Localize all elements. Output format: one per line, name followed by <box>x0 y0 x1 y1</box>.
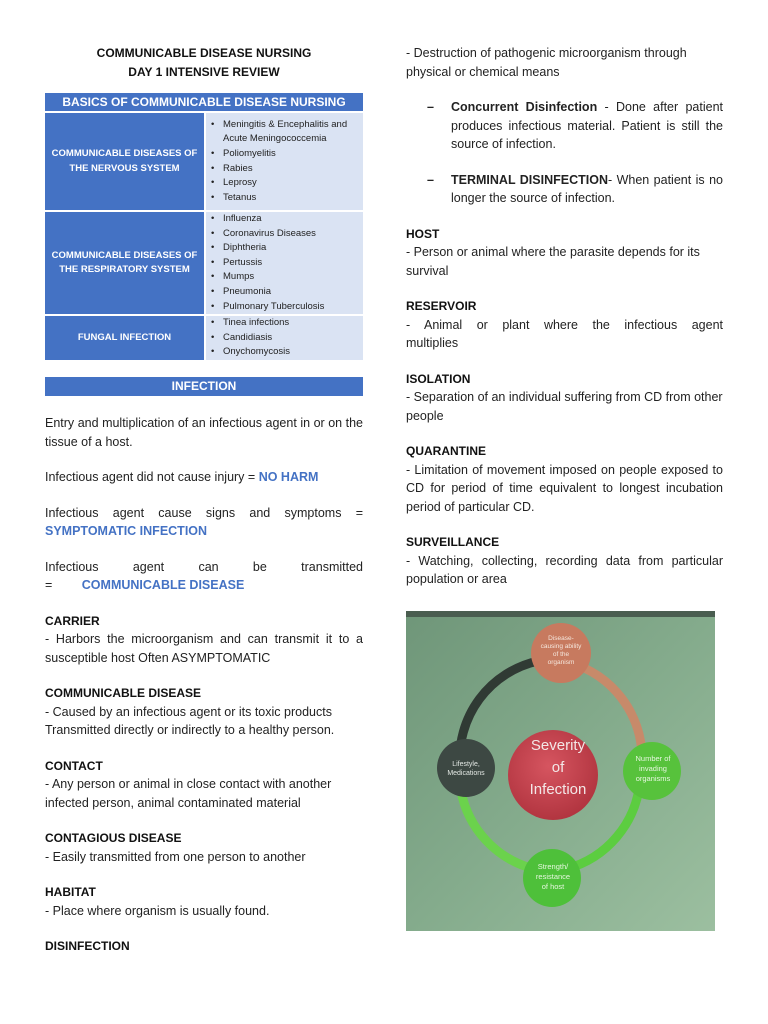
dash-bullet: – <box>427 100 434 114</box>
definition-contagious-disease: - Easily transmitted from one person to another <box>45 849 306 864</box>
right-node-label-2: invading <box>639 764 667 773</box>
list-item: • Pertussis <box>223 256 363 271</box>
list-item: • Rabies <box>223 162 363 177</box>
term-habitat: HABITAT <box>45 885 96 900</box>
left-node-label-1: Lifestyle, <box>452 761 480 768</box>
term-disinfection: DISINFECTION <box>45 939 130 954</box>
top-node-label-3: of the <box>552 651 570 658</box>
term-carrier: CARRIER <box>45 613 100 628</box>
communicable-statement <box>45 558 363 595</box>
left-node <box>437 739 495 797</box>
center-label-3: Infection <box>529 781 587 798</box>
term-contact: CONTACT <box>45 758 103 773</box>
term-host: HOST <box>406 226 440 241</box>
photo-top-edge <box>406 611 715 617</box>
category-fungal-infection: FUNGAL INFECTION <box>45 315 205 360</box>
term-isolation: ISOLATION <box>406 371 471 386</box>
list-item: • Tinea infections <box>223 316 363 331</box>
terminal-disinfection <box>406 171 723 208</box>
definition-isolation: - Separation of an individual suffering from CD from other people <box>406 390 723 423</box>
symptomatic-term: SYMPTOMATIC INFECTION <box>45 524 208 539</box>
list-item: • Candidiasis <box>223 331 363 346</box>
term-surveillance: SURVEILLANCE <box>406 535 500 549</box>
table-row <box>45 112 363 211</box>
left-column <box>45 44 363 956</box>
term-quarantine: QUARANTINE <box>406 444 486 458</box>
list-item: • Mumps <box>223 270 363 285</box>
term-contagious-disease: CONTAGIOUS DISEASE <box>45 831 182 846</box>
no-harm-statement <box>45 468 363 487</box>
concurrent-disinfection <box>406 98 723 154</box>
list-item: • Leprosy <box>223 176 363 191</box>
disease-list <box>205 211 363 315</box>
communicable-text: Infectious agent can be transmitted = <box>45 559 363 593</box>
list-item: • Diphtheria <box>223 241 363 256</box>
left-node-label-2: Medications <box>447 770 485 777</box>
definition-habitat: - Place where organism is usually found. <box>45 903 270 918</box>
terminal-text: - When patient is no longer the source of infection. <box>451 172 723 205</box>
top-node-label-2: causing ability <box>540 643 582 650</box>
definition-quarantine: - Limitation of movement imposed on people exposed to CD for period of time equivalent to longest incubation period of particular CD. <box>406 462 723 514</box>
definition-host: - Person or animal where the parasite depends for its survival <box>406 245 700 278</box>
bottom-node-label-2: resistance <box>535 872 571 881</box>
infection-heading: INFECTION <box>45 377 363 396</box>
definition-surveillance: - Watching, collecting, recording data from particular population or area <box>406 553 723 586</box>
right-node-label-3: organisms <box>635 774 671 783</box>
bottom-node-label-3: of host <box>541 882 565 891</box>
title-line-2: DAY 1 INTENSIVE REVIEW <box>128 65 280 79</box>
disease-list <box>205 315 363 360</box>
list-item: • Poliomyelitis <box>223 147 363 162</box>
center-label-1: Severity <box>530 737 586 754</box>
definition-carrier: - Harbors the microorganism and can transmit it to a susceptible host Often ASYMPTOMATIC <box>45 632 363 665</box>
symptomatic-text: Infectious agent cause signs and symptoms = <box>45 505 363 520</box>
definition-communicable-disease: - Caused by an infectious agent or its toxic products Transmitted directly or indirectly to a healthy person. <box>45 704 335 738</box>
document-title <box>45 44 363 82</box>
list-item: • Pneumonia <box>223 285 363 300</box>
dash-bullet: – <box>427 172 434 187</box>
concurrent-text: - Done after patient produces infectious material. Patient is still the source of infection. <box>451 100 723 151</box>
list-item: • Meningitis & Encephalitis and Acute Meningococcemia <box>223 118 363 147</box>
table-row <box>45 315 363 360</box>
symptomatic-statement <box>45 504 363 541</box>
terminal-term: TERMINAL DISINFECTION <box>451 172 608 187</box>
category-respiratory-system: COMMUNICABLE DISEASES OF THE RESPIRATORY SYSTEM <box>45 211 205 315</box>
disinfection-definition: - Destruction of pathogenic microorganism through physical or chemical means <box>406 46 687 79</box>
right-column <box>406 44 723 589</box>
communicable-term: COMMUNICABLE DISEASE <box>81 578 245 593</box>
list-item: • Onychomycosis <box>223 345 363 360</box>
infection-definition: Entry and multiplication of an infectious agent in or on the tissue of a host. <box>45 416 363 449</box>
table-row <box>45 211 363 315</box>
center-label-2: of <box>551 759 565 776</box>
category-nervous-system: COMMUNICABLE DISEASES OF THE NERVOUS SYSTEM <box>45 112 205 211</box>
top-node-label-4: organism <box>547 659 575 666</box>
no-harm-text: Infectious agent did not cause injury = <box>45 470 259 485</box>
list-item: • Influenza <box>223 212 363 227</box>
definition-contact: - Any person or animal in close contact with another infected person, animal contaminated material <box>45 777 332 810</box>
list-item: • Pulmonary Tuberculosis <box>223 300 363 315</box>
top-node-label-1: Disease- <box>548 635 574 642</box>
title-line-1: COMMUNICABLE DISEASE NURSING <box>96 46 312 60</box>
list-item: • Coronavirus Diseases <box>223 227 363 242</box>
term-communicable-disease: COMMUNICABLE DISEASE <box>45 686 202 701</box>
list-item: • Tetanus <box>223 191 363 206</box>
concurrent-term: Concurrent Disinfection <box>451 100 598 114</box>
right-node-label-1: Number of <box>635 754 671 763</box>
severity-of-infection-photo <box>406 611 715 931</box>
bottom-node-label-1: Strength/ <box>537 862 569 871</box>
term-reservoir: RESERVOIR <box>406 299 477 313</box>
no-harm-term: NO HARM <box>258 470 319 485</box>
basics-table-heading: BASICS OF COMMUNICABLE DISEASE NURSING <box>45 93 363 112</box>
disease-list <box>205 112 363 211</box>
basics-table <box>45 93 363 360</box>
definition-reservoir: - Animal or plant where the infectious agent multiplies <box>406 317 723 350</box>
